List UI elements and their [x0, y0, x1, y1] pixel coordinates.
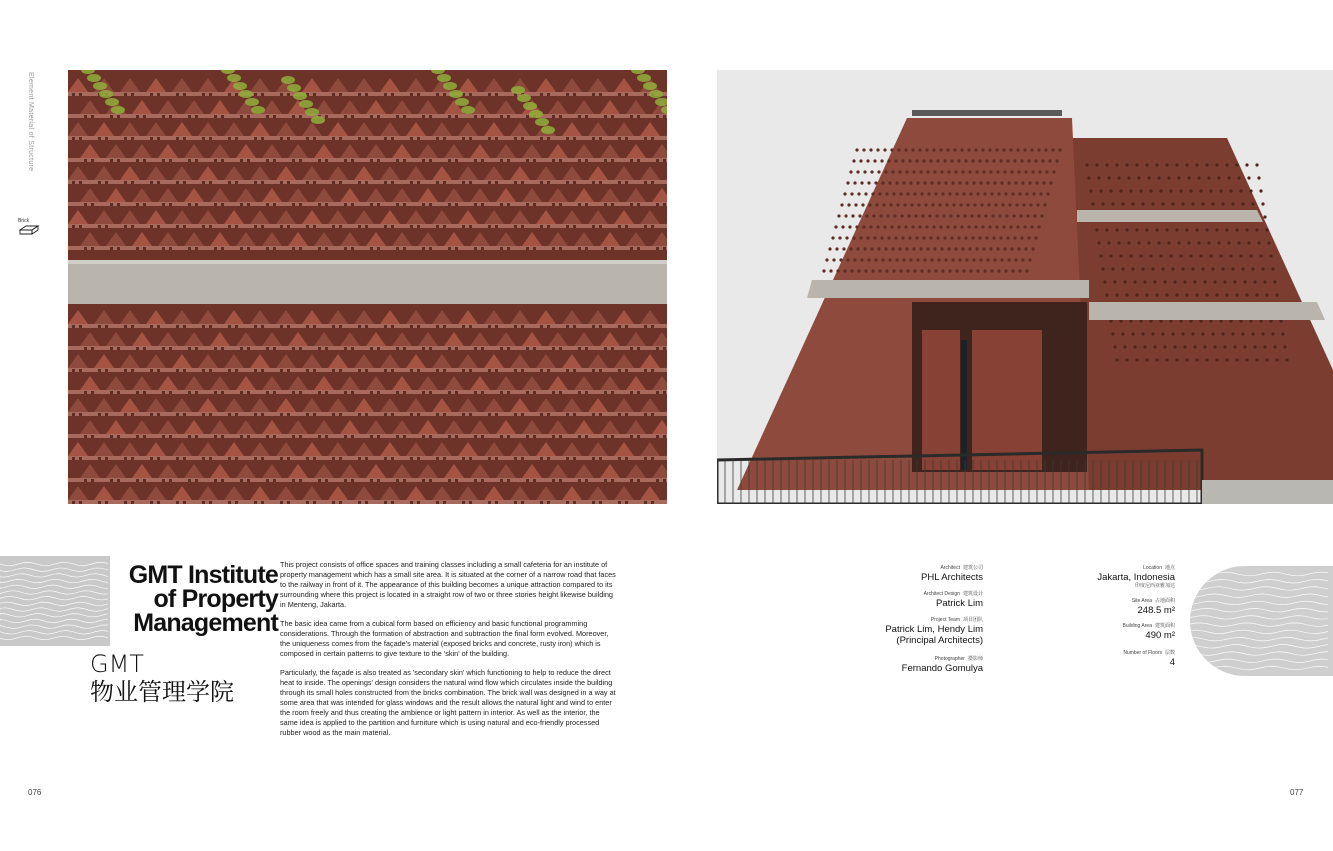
credit-label-zh: 建筑设计	[962, 591, 983, 597]
credit-label: Photographer	[934, 656, 965, 662]
credit-label: Project Team	[930, 617, 960, 623]
credit-label: Site Area	[1131, 598, 1152, 604]
credit-value: Patrick Lim	[936, 598, 983, 609]
side-caption: Element Material of Structure	[27, 72, 34, 172]
credit-value: 4	[1169, 657, 1175, 668]
project-description	[280, 560, 618, 747]
credit-label-zh: 占地面积	[1154, 598, 1175, 604]
paragraph: Particularly, the façade is also treated as 'secondary skin' which functioning to help to reduce the direct heat to inside. The openings' design considers the natural wind flow which circulates inside the building through its small holes constructed from the bricks combination. The brick wall was designed in a way at some area that was intended for glass windows and the result allows the natural light and wind to enter the room freely and thus creating the ambience or light pattern in interior. As well as the interior, the same idea is applied to the partition and furniture which is using natural and eco-friendly processed rubber wood as the main material.	[280, 668, 616, 737]
credit-value: 490 m²	[1145, 630, 1175, 641]
credit-site-area	[1020, 598, 1175, 616]
title-line: Management	[133, 609, 278, 637]
credit-label-zh: 建筑面积	[1154, 623, 1175, 629]
credit-floors	[1020, 650, 1175, 668]
project-title-en	[88, 563, 278, 635]
credit-value: 248.5 m²	[1137, 605, 1175, 616]
brick-icon	[18, 224, 40, 236]
paragraph: This project consists of office spaces and training classes including a small cafeteria for an institute of property management which has a small site area. It is situated at the corner of a narrow road that faces to the railway in front of it. The appearance of this building becomes a unique attraction compared to its surrounding where this project is located in a straight row of two or three stories height likewise building in Menteng, Jakarta.	[280, 560, 616, 609]
project-title-zh	[90, 650, 290, 706]
credit-value: Jakarta, Indonesia	[1097, 572, 1175, 583]
title-line: of Property	[153, 585, 278, 613]
credit-label: Architect Design	[923, 591, 960, 597]
decorative-wave-band-right	[1190, 566, 1333, 676]
credit-photographer	[820, 656, 983, 674]
credit-value: PHL Architects	[921, 572, 983, 583]
credit-sub: 印度尼西亚雅加达	[1134, 583, 1175, 589]
credit-architect	[820, 565, 983, 583]
paragraph: The basic idea came from a cubical form based on efficiency and basic functional programming considerations. Through the formation of abstraction and subtraction the final form evolved. Moreover, the uniqueness comes from the façade's material (exposed bricks and concrete, rusty iron) which is composed in certain patterns to give texture to the 'skin' of the building.	[280, 619, 609, 658]
credit-label-zh: 项目团队	[962, 617, 983, 623]
credit-label-zh: 层数	[1164, 650, 1175, 656]
page-number-right: 077	[1290, 788, 1304, 797]
credit-label: Architect	[940, 565, 960, 571]
credit-building-area	[1020, 623, 1175, 641]
credit-label: Building Area	[1122, 623, 1152, 629]
credit-value: (Principal Architects)	[896, 635, 983, 646]
page-number-left: 076	[28, 788, 42, 797]
credit-value: Fernando Gomulya	[901, 663, 983, 674]
credit-location	[1020, 565, 1175, 589]
title-zh-line: 物业管理学院	[90, 678, 234, 706]
title-zh-line: GMT	[90, 650, 144, 678]
brick-tag: Brick	[18, 218, 30, 224]
brick-facade-closeup-photo	[68, 70, 667, 504]
credit-architect-design	[820, 591, 983, 609]
credit-value: Patrick Lim, Hendy Lim	[885, 624, 983, 635]
credit-label: Number of Floors	[1123, 650, 1162, 656]
credit-label-zh: 地点	[1164, 565, 1175, 571]
credit-label: Location	[1143, 565, 1162, 571]
title-line: GMT Institute	[128, 561, 278, 589]
credit-project-team	[820, 617, 983, 646]
credit-label-zh: 建筑公司	[962, 565, 983, 571]
building-exterior-photo	[717, 70, 1333, 504]
credit-label-zh: 摄影师	[967, 656, 983, 662]
